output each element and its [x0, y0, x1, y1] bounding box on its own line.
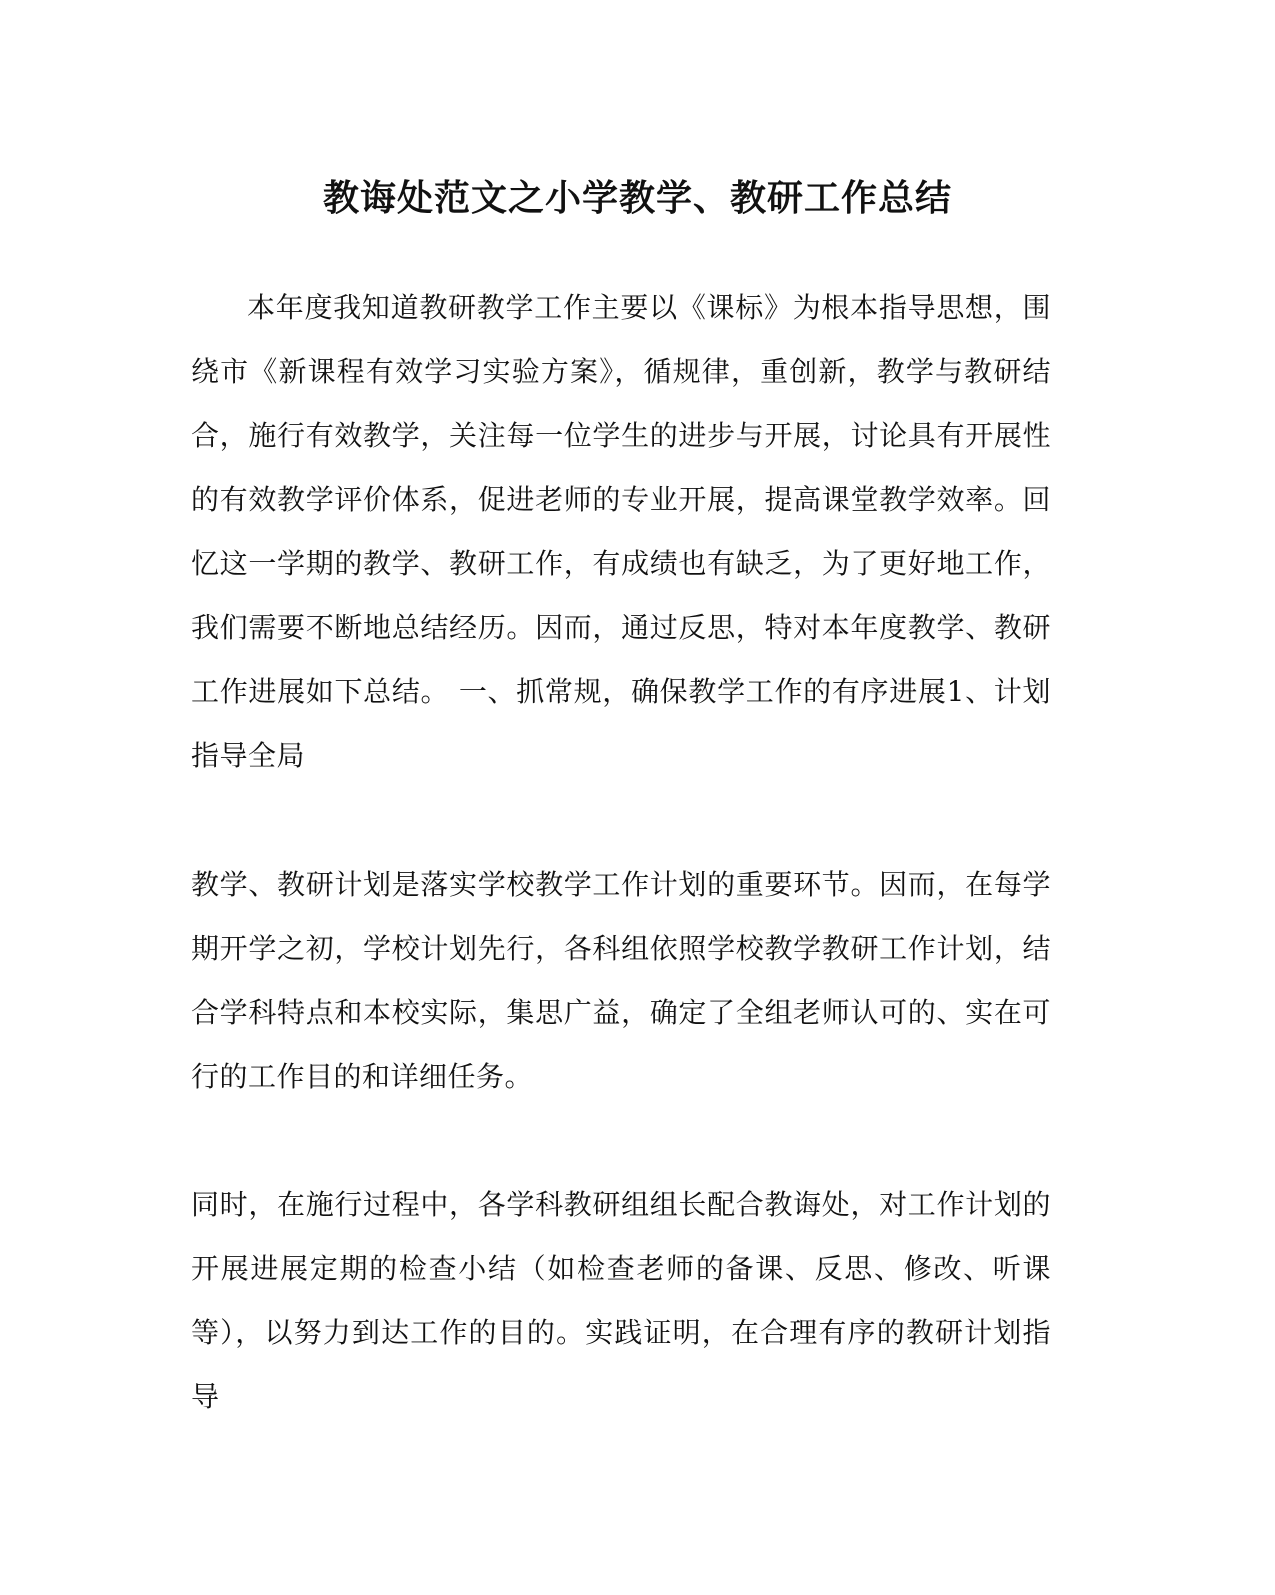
paragraph-plan: 教学、教研计划是落实学校教学工作计划的重要环节。因而，在每学期开学之初，学校计划先行，各科组依照学校教学教研工作计划，结合学科特点和本校实际，集思广益，确定了全组老师认可的、实在可行的工作目的和详细任务。 [191, 868, 1051, 1093]
document-title: 教诲处范文之小学教学、教研工作总结 [322, 177, 952, 219]
paragraph-intro: 本年度我知道教研教学工作主要以《课标》为根本指导思想，围绕市《新课程有效学习实验方案》，循规律，重创新，教学与教研结合，施行有效教学，关注每一位学生的进步与开展，讨论具有开展性的有效教学评价体系，促进老师的专业开展，提高课堂教学效率。回忆这一学期的教学、教研工作，有成绩也有缺乏，为了更好地工作，我们需要不断地总结经历。因而，通过反思，特对本年度教学、教研工作进展如下总结。 一、抓常规，确保教学工作的有序进展1、计划指导全局 [191, 291, 1051, 772]
paragraph-implementation: 同时，在施行过程中，各学科教研组组长配合教诲处，对工作计划的开展进展定期的检查小结（如检查老师的备课、反思、修改、听课等），以努力到达工作的目的。实践证明，在合理有序的教研计划指导 [191, 1188, 1051, 1413]
